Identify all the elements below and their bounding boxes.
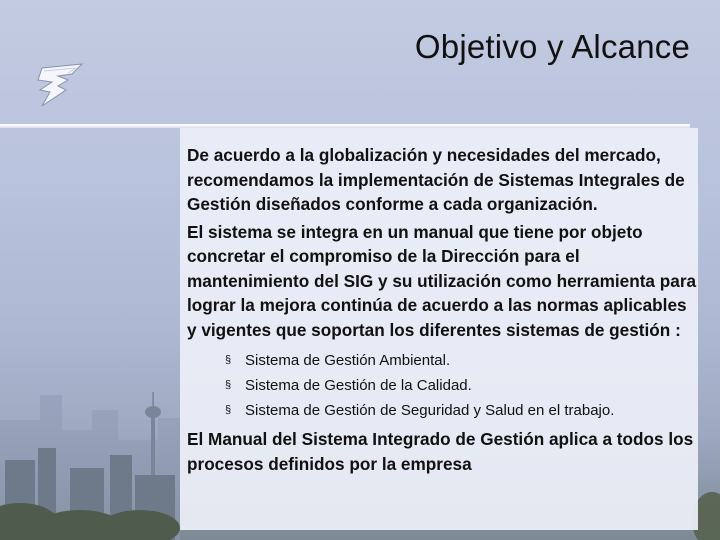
list-item <box>225 398 697 423</box>
list-item <box>225 373 697 398</box>
systems-list <box>187 348 697 423</box>
list-item-text: Sistema de Gestión de la Calidad. <box>245 377 472 394</box>
slide-title: Objetivo y Alcance <box>414 28 690 65</box>
bullet-marker: § <box>225 379 232 391</box>
content-body <box>187 143 697 479</box>
company-logo-icon <box>28 60 88 110</box>
system-paragraph: El sistema se integra en un manual que tiene por objeto concretar el compromiso de la Dirección para el mantenimiento del SIG y su utilización como herramienta para lograr la mejora continúa de acuerdo a las normas aplicables y vigentes que soportan los diferentes sistemas de gestión : <box>187 221 697 340</box>
list-item <box>225 348 697 373</box>
list-item-text: Sistema de Gestión de Seguridad y Salud en el trabajo. <box>245 402 615 419</box>
bullet-marker: § <box>225 354 232 366</box>
intro-paragraph: De acuerdo a la globalización y necesidades del mercado, recomendamos la implementación de Sistemas Integrales de Gestión diseñados conforme a cada organización. <box>187 145 685 214</box>
closing-paragraph: El Manual del Sistema Integrado de Gestión aplica a todos los procesos definidos por la empresa <box>187 429 694 474</box>
list-item-text: Sistema de Gestión Ambiental. <box>245 352 451 369</box>
bullet-marker: § <box>225 404 232 416</box>
